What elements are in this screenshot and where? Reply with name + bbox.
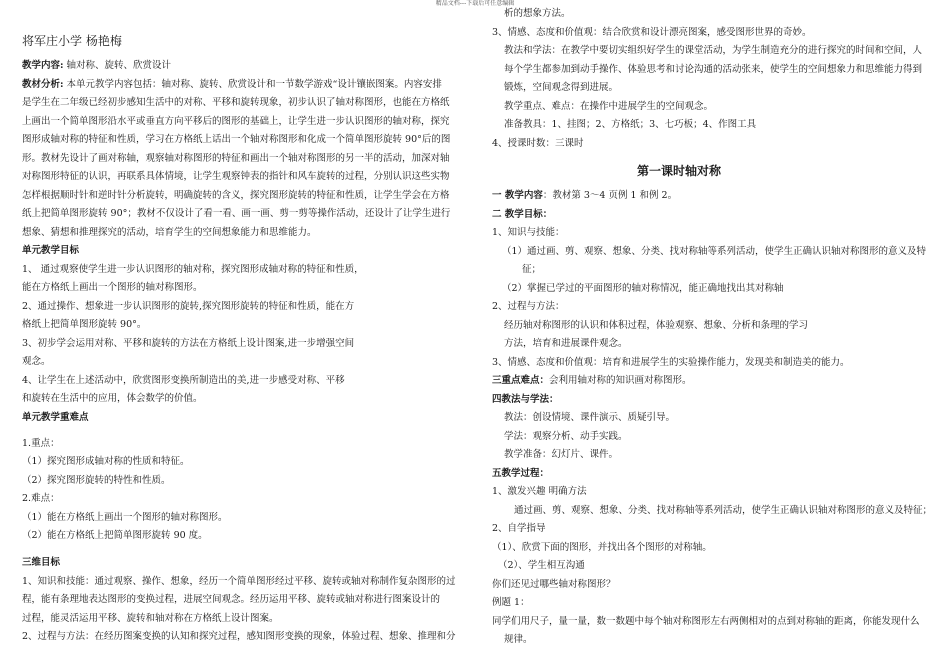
threedim-line: 程，能有条理地表达图形的变换过程，进展空间观念。经历运用平移、旋转或轴对称进行图案设计的 xyxy=(22,594,441,605)
section-3-text: 会利用轴对称的知识画对称图形。 xyxy=(549,375,692,386)
goals-heading: 单元教学目标 xyxy=(22,245,80,256)
goal-line: 4、让学生在上述活动中，欣赏图形变换所制造出的美,进一步感受对称、平移 xyxy=(22,375,345,386)
process-line: 例题 1： xyxy=(492,597,530,608)
top-line: 3、情感、态度和价值观：结合欣赏和设计漂亮图案，感受图形世界的奇妙。 xyxy=(492,27,812,38)
keypoint-line: （2）探究图形旋转的特性和性质。 xyxy=(22,475,171,486)
watermark-text: 精品文档---下载后可任意编辑 xyxy=(435,0,515,7)
lesson-title: 第一课时轴对称 xyxy=(637,164,722,178)
keypoint-line: 1.重点： xyxy=(22,438,60,449)
analysis-line: 纸上把简单图形旋转 90°；教材不仅设计了看一看、画一画、剪一剪等操作活动，还设计了让学生进行 xyxy=(22,208,451,219)
section-1-number: 一 xyxy=(492,190,505,201)
analysis-line: 上画出一个简单图形沿水平或垂直方向平移后的图形的基础上，让学生进一步认识图形的轴对称，探究 xyxy=(22,116,450,127)
top-line: 教法和学法：在教学中要切实组织好学生的课堂活动，为学生制造充分的进行探究的时间和空间，人 xyxy=(504,45,923,56)
analysis-line: 对称图形特征的认识，再联系具体情境，让学生观察钟表的指针和风车旋转的过程，分别认识这些实物 xyxy=(22,171,450,182)
top-line: 每个学生都参加到动手操作、体验思考和讨论沟通的活动张来，使学生的空间想象力和思维能力得到 xyxy=(504,64,923,75)
top-line: 准备教具：1、挂图；2、方格纸；3、七巧板；4、作图工具 xyxy=(504,119,757,130)
threedim-line: 1、知识和技能：通过观察、操作、想象，经历一个简单图形经过平移、旋转或轴对称制作复杂图形的过 xyxy=(22,576,456,587)
threedim-heading: 三维目标 xyxy=(22,557,61,568)
objective-line: （2）掌握已学过的平面图形的轴对称情况，能正确地找出其对称轴 xyxy=(502,283,784,294)
author-line: 将军庄小学 杨艳梅 xyxy=(22,34,122,48)
goal-line: 2、通过操作、想象进一步认识图形的旋转,探究图形旋转的特征和性质，能在方 xyxy=(22,301,355,312)
analysis-line: 怎样根据顺时针和逆时针分析旋转，明确旋转的含义，探究图形旋转的特征和性质，让学生学会在方格 xyxy=(22,190,450,201)
analysis-label: 教材分析: xyxy=(22,79,64,90)
analysis-line: 图形成轴对称的特征和性质，学习在方格纸上话出一个轴对称图形和化成一个简单图形旋转 90°后的图 xyxy=(22,134,451,145)
goal-line: 和旋转在生活中的应用，体会数学的价值。 xyxy=(22,393,203,404)
objective-line: 征； xyxy=(522,264,542,275)
threedim-line: 过程，能灵活运用平移、旋转和轴对称在方格纸上设计图案。 xyxy=(22,613,279,624)
content-text: 轴对称、旋转、欣赏设计 xyxy=(63,60,172,71)
keypoints-heading: 单元教学重难点 xyxy=(22,412,89,423)
section-3-line xyxy=(492,375,692,387)
objective-line: 经历轴对称图形的认识和体积过程，体验观察、想象、分析和条理的学习 xyxy=(504,320,809,331)
goal-line: 3、初步学会运用对称、平移和旋转的方法在方格纸上设计图案,进一步增强空间 xyxy=(22,338,355,349)
method-line: 学法：观察分析、动手实践。 xyxy=(504,431,628,442)
top-line: 4、授课时数：三课时 xyxy=(492,138,584,149)
objective-line: 3、情感、态度和价值观：培育和进展学生的实验操作能力，发现美和制造美的能力。 xyxy=(492,357,850,368)
goal-line: 观念。 xyxy=(22,356,51,367)
section-5-label: 五教学过程： xyxy=(492,468,550,479)
keypoint-line: （1）能在方格纸上画出一个图形的轴对称图形。 xyxy=(22,512,228,523)
objective-line: 1、知识与技能： xyxy=(492,227,565,238)
objective-line: 2、过程与方法： xyxy=(492,301,565,312)
analysis-line: 是学生在二年级已经初步感知生活中的对称、平移和旋转现象，初步认识了轴对称图形，也能在方格纸 xyxy=(22,97,450,108)
content-line xyxy=(22,60,171,72)
analysis-line: 想象、猜想和推理探究的活动，培育学生的空间想象能力和思维能力。 xyxy=(22,227,317,238)
process-line: 同学们用尺子，量一量，数一数题中每个轴对称图形左右两侧相对的点到对称轴的距离，你能发现什么 xyxy=(492,616,920,627)
process-line: （1）、欣赏下面的图形，并找出各个图形的对称轴。 xyxy=(492,542,712,553)
process-line: 通过画、剪、观察、想象、分类、找对称轴等系列活动，使学生正确认识轴对称图形的意义及特征； xyxy=(514,505,933,516)
goal-line: 格纸上把简单图形旋转 90°。 xyxy=(22,319,147,330)
section-1-text: ：教材第 3～4 页例 1 和例 2。 xyxy=(542,190,678,201)
keypoint-line: （1）探究图形成轴对称的性质和特征。 xyxy=(22,456,190,467)
objective-line: 方法，培育和进展课件观念。 xyxy=(504,338,628,349)
process-line: 你们还见过哪些轴对称图形？ xyxy=(492,579,616,590)
analysis-line: 形。教材先设计了画对称轴，观察轴对称图形的特征和画出一个轴对称图形的另一半的活动，加深对轴 xyxy=(22,153,450,164)
analysis-line-0 xyxy=(22,79,442,91)
content-label: 教学内容: xyxy=(22,60,64,71)
top-line: 析的想象方法。 xyxy=(504,8,571,19)
process-line: 1、激发兴趣 明确方法 xyxy=(492,486,587,497)
top-line: 教学重点、难点：在操作中进展学生的空间观念。 xyxy=(504,101,714,112)
analysis-text: 本单元教学内容包括：轴对称、旋转、欣赏设计和一节数学游戏“设计镶嵌图案。内容安排 xyxy=(63,79,442,90)
section-3-label: 三重点难点： xyxy=(492,375,550,386)
objective-line: （1）通过画、剪、观察、想象、分类、找对称轴等系列活动，使学生正确认识轴对称图形的意义及特 xyxy=(502,246,927,257)
section-1-label: 教学内容 xyxy=(504,190,543,201)
section-2-label: 二 教学目标： xyxy=(492,209,553,220)
keypoint-line: （2）能在方格纸上把简单图形旋转 90 度。 xyxy=(22,530,208,541)
method-line: 教法：创设情境、课件演示、质疑引导。 xyxy=(504,412,676,423)
section-1-line xyxy=(492,190,677,202)
threedim-line: 2、过程与方法：在经历图案变换的认知和探究过程，感知图形变换的现象，体验过程、想象、推理和分 xyxy=(22,631,456,642)
process-line: 2、自学指导 xyxy=(492,523,546,534)
method-line: 教学准备：幻灯片、课件。 xyxy=(504,449,619,460)
keypoint-line: 2.难点： xyxy=(22,493,60,504)
top-line: 锻炼，空间观念得到进展。 xyxy=(504,82,619,93)
section-4-label: 四教法与学法： xyxy=(492,394,559,405)
process-line: 规律。 xyxy=(504,634,533,645)
goal-line: 能在方格纸上画出一个图形的轴对称图形。 xyxy=(22,282,203,293)
goal-line: 1、 通过观察使学生进一步认识图形的轴对称，探究图形成轴对称的特征和性质， xyxy=(22,264,364,275)
process-line: （2）、学生相互沟通 xyxy=(498,560,585,571)
